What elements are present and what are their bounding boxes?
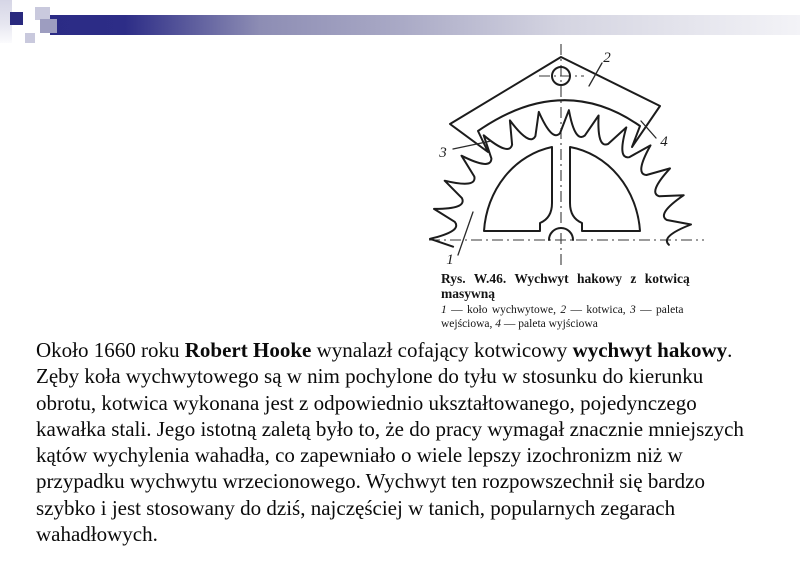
accent-square-dark xyxy=(10,12,23,25)
escapement-diagram xyxy=(420,38,730,273)
callout-4: 4 xyxy=(660,134,668,150)
anchor-body xyxy=(450,57,660,152)
body-text-line xyxy=(36,468,794,494)
legend-num: 2 xyxy=(560,304,567,316)
body-text-line xyxy=(36,390,794,416)
legend-num: 4 xyxy=(495,317,502,330)
body-text-segment: przypadku wychwytu wrzecionowego. Wychwyt ten rozpowszechnił się bardzo xyxy=(36,469,705,494)
body-text-bold-robert-hooke: Robert Hooke xyxy=(184,338,312,362)
accent-square-light-bottom xyxy=(25,33,35,43)
figure-caption xyxy=(441,271,699,331)
body-text-line xyxy=(36,442,794,468)
callout-1: 1 xyxy=(446,252,454,268)
callout-2: 2 xyxy=(603,50,611,66)
figure-caption-title xyxy=(441,271,699,301)
body-text-segment: . xyxy=(727,338,733,362)
caption-title-line2: masywną xyxy=(441,286,496,301)
legend-text: — koło wychwytowe, xyxy=(446,304,561,316)
body-text-segment: kątów wychylenia wahadła, co zapewniało o wiele lepszy izochronizm niż w xyxy=(36,443,683,468)
body-text-segment: kawałka stali. Jego istotną zaletą było to, że do pracy wymagał znacznie mniejszych xyxy=(36,416,744,441)
body-text-segment: Około 1660 roku xyxy=(36,338,185,362)
body-paragraph xyxy=(36,337,794,547)
body-text-segment: Zęby koła wychwytowego są w nim pochylone do tyłu w stosunku do kierunku xyxy=(36,364,704,389)
legend-text: — paleta xyxy=(635,304,684,316)
body-text-line xyxy=(36,416,794,442)
body-text-line xyxy=(36,521,794,547)
wheel-right-sector xyxy=(570,147,640,231)
body-text-line xyxy=(36,495,794,521)
body-text-segment: wynalazł cofający kotwicowy xyxy=(311,338,573,362)
wheel-left-sector xyxy=(484,147,552,231)
caption-legend-line1 xyxy=(441,304,699,318)
callout-3: 3 xyxy=(439,145,447,161)
body-text-line xyxy=(36,337,794,363)
body-text-bold-wychwyt-hakowy: wychwyt hakowy xyxy=(572,338,728,362)
legend-text: — kotwica, xyxy=(566,304,631,316)
legend-text: wejściowa, xyxy=(441,317,496,330)
accent-square-mid xyxy=(40,19,57,33)
caption-title-line1: Rys. W.46. Wychwyt hakowy z kotwicą xyxy=(441,271,690,286)
title-gradient-bar xyxy=(50,15,800,35)
legend-num: 1 xyxy=(441,304,447,316)
body-text-segment: obrotu, kotwica wykonana jest z odpowiednio ukształtowanego, pojedynczego xyxy=(36,390,697,415)
body-text-segment: szybko i jest stosowany do dziś, najczęściej w tanich, popularnych zegarach xyxy=(36,495,676,520)
body-text-line xyxy=(36,363,794,389)
body-text-segment: wahadłowych. xyxy=(36,522,158,547)
leader-2 xyxy=(589,63,602,86)
figure-caption-legend xyxy=(441,304,699,331)
caption-legend-line2 xyxy=(441,318,699,332)
legend-text: — paleta wyjściowa xyxy=(501,317,598,330)
legend-num: 3 xyxy=(630,304,636,316)
leader-1 xyxy=(458,212,473,255)
